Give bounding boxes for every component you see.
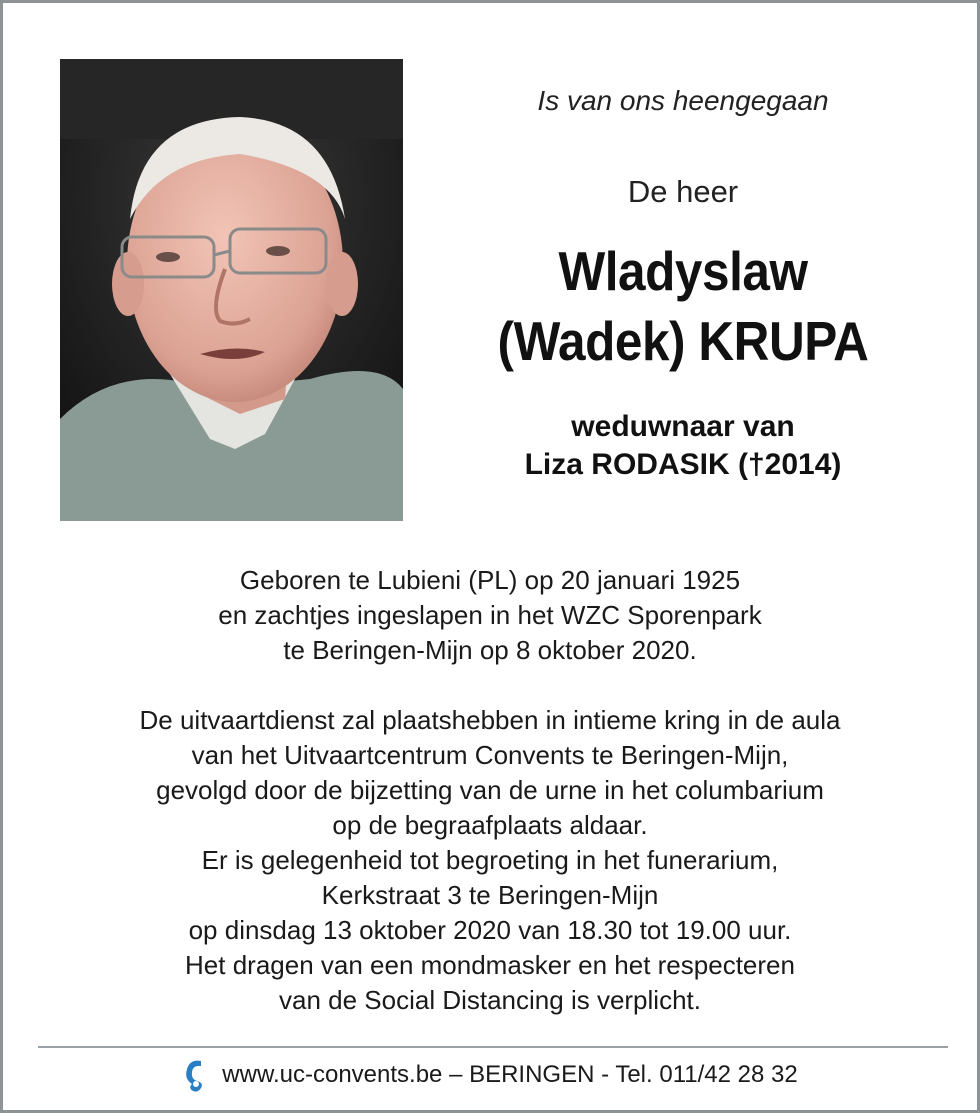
header-block xyxy=(433,85,933,484)
service-line: Kerkstraat 3 te Beringen-Mijn xyxy=(321,880,659,910)
spouse-line-1: weduwnaar van xyxy=(571,410,795,443)
footer-contact: www.uc-convents.be – BERINGEN - Tel. 011/42 28 32 xyxy=(222,1061,798,1088)
spouse-info xyxy=(433,408,933,484)
salutation: De heer xyxy=(627,174,739,209)
service-line: van het Uitvaartcentrum Convents te Beringen-Mijn, xyxy=(191,740,789,770)
service-line: gevolgd door de bijzetting van de urne in het columbarium xyxy=(156,775,824,805)
birth-line: en zachtjes ingeslapen in het WZC Sporenpark xyxy=(218,600,762,630)
service-line: van de Social Distancing is verplicht. xyxy=(279,985,701,1015)
service-line: op dinsdag 13 oktober 2020 van 18.30 tot 19.00 uur. xyxy=(188,915,792,945)
deceased-name xyxy=(458,236,908,376)
portrait-photo xyxy=(60,59,403,521)
service-line: Er is gelegenheid tot begroeting in het funerarium, xyxy=(201,845,779,875)
service-line: op de begraafplaats aldaar. xyxy=(332,810,648,840)
footer xyxy=(3,1055,977,1095)
footer-divider xyxy=(38,1046,948,1048)
intro-text: Is van ons heengegaan xyxy=(537,85,829,116)
service-paragraph xyxy=(23,703,957,1018)
name-line-2: (Wadek) KRUPA xyxy=(497,310,869,372)
convents-logo-icon xyxy=(182,1057,208,1093)
service-line: Het dragen van een mondmasker en het respecteren xyxy=(185,950,795,980)
birth-paragraph xyxy=(23,563,957,668)
birth-line: Geboren te Lubieni (PL) op 20 januari 1925 xyxy=(239,565,741,595)
service-line: De uitvaartdienst zal plaatshebben in intieme kring in de aula xyxy=(139,705,841,735)
name-line-1: Wladyslaw xyxy=(558,240,808,302)
birth-line: te Beringen-Mijn op 8 oktober 2020. xyxy=(283,635,697,665)
spouse-line-2: Liza RODASIK (†2014) xyxy=(524,448,842,481)
